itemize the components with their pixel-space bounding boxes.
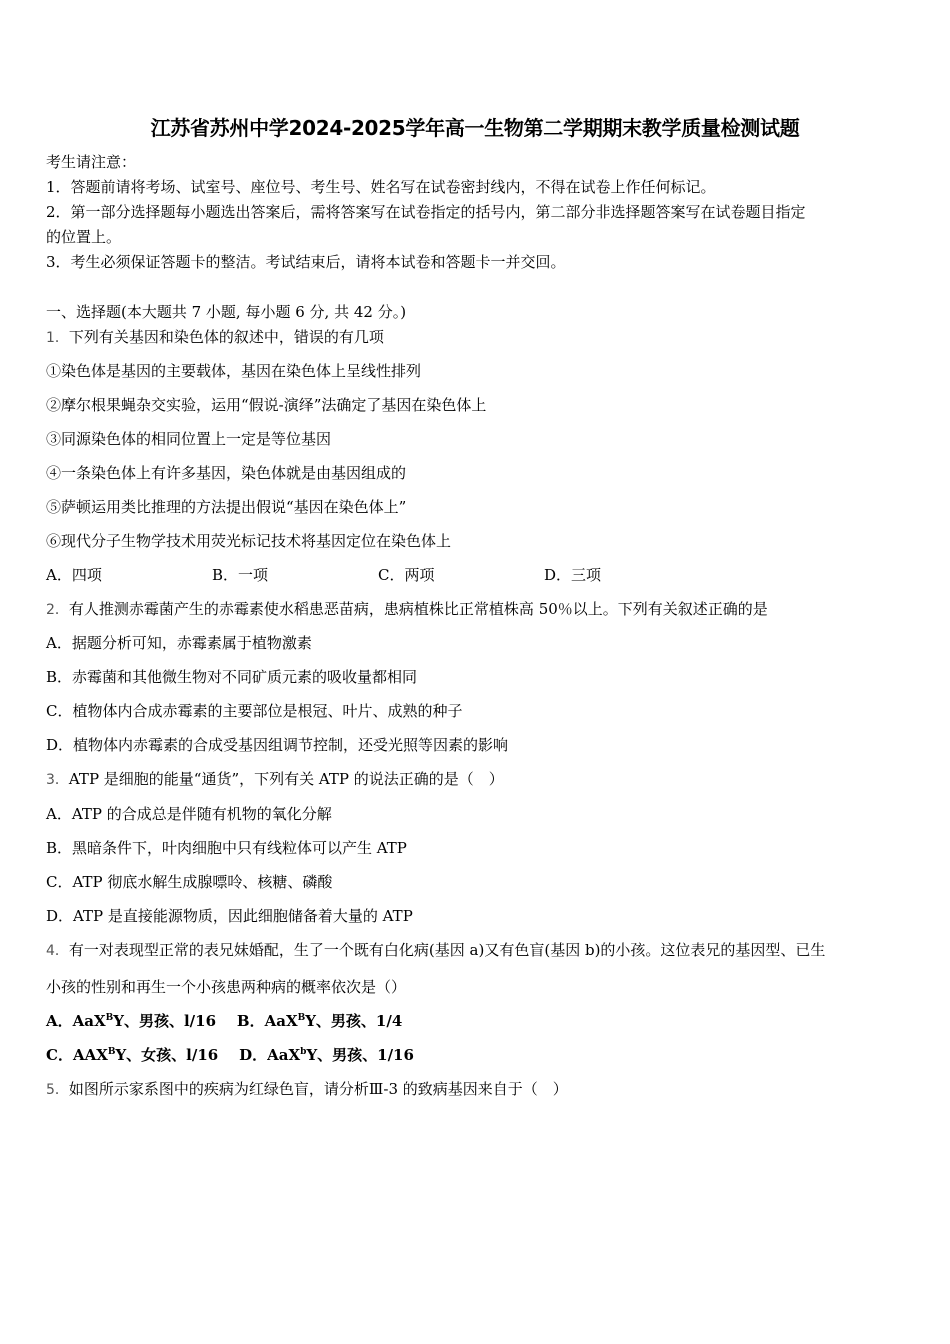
- q4-option-a-superscript: B: [105, 1013, 114, 1023]
- q4-option-c-text: C．AAX: [46, 1046, 108, 1064]
- q4-option-d-text: D．AaX: [239, 1046, 301, 1064]
- section-heading: 一、选择题(本大题共 7 小题, 每小题 6 分, 共 42 分。): [46, 303, 407, 321]
- q3-option-c[interactable]: C．ATP 彻底水解生成腺嘌呤、核糖、磷酸: [46, 873, 333, 891]
- question-number: 4．: [46, 943, 69, 959]
- question-number: 2．: [46, 602, 69, 618]
- q1-option-b[interactable]: B．一项: [212, 566, 269, 584]
- q4-option-a-rest: Y、男孩、l/16: [113, 1012, 217, 1030]
- q4-option-a-text: A．AaX: [46, 1012, 106, 1030]
- question-stem: 如图所示家系图中的疾病为红绿色盲，请分析Ⅲ-3 的致病基因来自于（ ）: [68, 1080, 568, 1098]
- q3-option-b[interactable]: B．黑暗条件下，叶肉细胞中只有线粒体可以产生 ATP: [46, 839, 407, 857]
- q1-statement-4: ④一条染色体上有许多基因，染色体就是由基因组成的: [46, 464, 407, 482]
- q2-option-c[interactable]: C．植物体内合成赤霉素的主要部位是根冠、叶片、成熟的种子: [46, 702, 463, 720]
- q1-statement-6: ⑥现代分子生物学技术用荧光标记技术将基因定位在染色体上: [46, 532, 452, 550]
- question-stem: 有人推测赤霉菌产生的赤霉素使水稻患恶苗病，患病植株比正常植株高 50％以上。下列有关叙述正确的是: [68, 600, 768, 618]
- q4-option-b[interactable]: [237, 1012, 402, 1030]
- question-1: [46, 327, 384, 348]
- q4-option-b-rest: Y、男孩、1/4: [305, 1012, 403, 1030]
- q1-statement-1: ①染色体是基因的主要载体，基因在染色体上呈线性排列: [46, 362, 422, 380]
- q4-option-c[interactable]: [46, 1046, 218, 1064]
- notice-item-2b: 的位置上。: [46, 228, 122, 246]
- q1-options: [46, 565, 601, 585]
- q2-option-d[interactable]: D．植物体内赤霉素的合成受基因组调节控制，还受光照等因素的影响: [46, 736, 509, 754]
- q4-option-b-superscript: B: [297, 1013, 306, 1023]
- question-5: [46, 1079, 568, 1100]
- q3-option-d[interactable]: D．ATP 是直接能源物质，因此细胞储备着大量的 ATP: [46, 907, 413, 925]
- notice-heading: 考生请注意：: [46, 153, 137, 171]
- question-4-line-2: 小孩的性别和再生一个小孩患两种病的概率依次是（）: [46, 978, 407, 996]
- q1-option-a[interactable]: A．四项: [46, 566, 102, 584]
- question-number: 5．: [46, 1082, 69, 1098]
- q1-statement-2: ②摩尔根果蝇杂交实验，运用“假说-演绎”法确定了基因在染色体上: [46, 396, 487, 414]
- q2-option-a[interactable]: A．据题分析可知，赤霉素属于植物激素: [46, 634, 312, 652]
- q4-option-d-superscript: b: [300, 1047, 307, 1057]
- question-stem-line-1: 有一对表现型正常的表兄妹婚配，生了一个既有白化病(基因 a)又有色盲(基因 b)的小孩。这位表兄的基因型、已生: [68, 941, 826, 959]
- question-stem: ATP 是细胞的能量“通货”，下列有关 ATP 的说法正确的是（ ）: [68, 770, 504, 788]
- q4-options-row-2: [46, 1045, 414, 1065]
- q4-option-b-text: B．AaX: [236, 1012, 298, 1030]
- q4-option-d-rest: Y、男孩、1/16: [306, 1046, 414, 1064]
- q1-option-d[interactable]: D．三项: [544, 566, 602, 584]
- q2-option-b[interactable]: B．赤霉菌和其他微生物对不同矿质元素的吸收量都相同: [46, 668, 418, 686]
- question-4: [46, 940, 825, 961]
- page-title: 江苏省苏州中学2024-2025学年高一生物第二学期期末教学质量检测试题: [150, 116, 800, 140]
- question-number: 3．: [46, 772, 69, 788]
- q4-option-c-superscript: B: [107, 1047, 116, 1057]
- q1-statement-3: ③同源染色体的相同位置上一定是等位基因: [46, 430, 332, 448]
- q3-option-a[interactable]: A．ATP 的合成总是伴随有机物的氧化分解: [46, 805, 332, 823]
- q1-option-c[interactable]: C．两项: [378, 566, 435, 584]
- question-3: [46, 769, 504, 790]
- question-stem: 下列有关基因和染色体的叙述中，错误的有几项: [68, 328, 384, 346]
- notice-item-1: 1．答题前请将考场、试室号、座位号、考生号、姓名写在试卷密封线内，不得在试卷上作任何标记。: [46, 178, 716, 196]
- notice-item-3: 3．考生必须保证答题卡的整洁。考试结束后，请将本试卷和答题卡一并交回。: [46, 253, 566, 271]
- q1-statement-5: ⑤萨顿运用类比推理的方法提出假说“基因在染色体上”: [46, 498, 407, 516]
- notice-item-2a: 2．第一部分选择题每小题选出答案后，需将答案写在试卷指定的括号内，第二部分非选择题答案写在试卷题目指定: [46, 203, 806, 221]
- q4-option-a[interactable]: [46, 1012, 216, 1030]
- q4-options-row-1: [46, 1011, 402, 1031]
- q4-option-c-rest: Y、女孩、l/16: [115, 1046, 219, 1064]
- question-2: [46, 599, 768, 620]
- q4-option-d[interactable]: [239, 1046, 414, 1064]
- question-number: 1．: [46, 330, 69, 346]
